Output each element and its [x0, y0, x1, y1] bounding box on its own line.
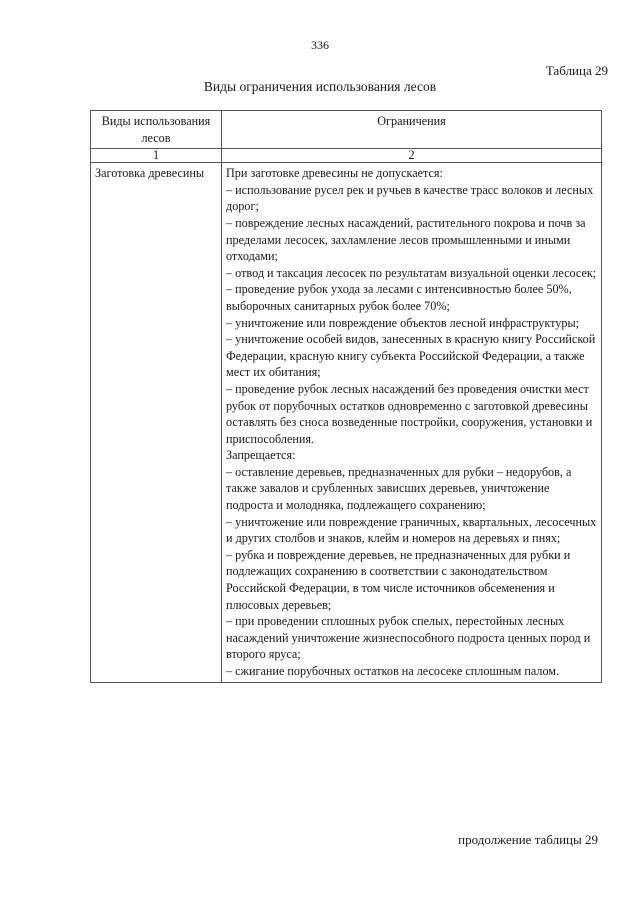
restriction-line: – отвод и таксация лесосек по результатам визуальной оценки лесосек;: [226, 265, 597, 280]
restriction-line: – уничтожение или повреждение граничных, квартальных, лесосечных и других столбов и знаков, клейм и номеров на деревьях и пнях;: [226, 514, 597, 546]
restriction-line: – сжигание порубочных остатков на лесосеке сплошным палом.: [226, 664, 560, 678]
restrictions-cell: [222, 163, 602, 682]
table-continuation-note: продолжение таблицы 29: [458, 832, 598, 847]
restriction-line: – использование русел рек и ручьев в качестве трасс волоков и лесных дорог;: [226, 182, 594, 214]
restriction-line: – проведение рубок лесных насаждений без проведения очистки мест рубок от порубочных остатков одновременно с заготовкой древесины: [226, 381, 589, 413]
page-number: 336: [311, 38, 329, 52]
restriction-line: – при проведении сплошных рубок спелых, перестойных лесных насаждений уничтожение жизнеспособного подроста ценных пород и второго яруса;: [226, 614, 591, 662]
restriction-line: – проведение рубок ухода за лесами с интенсивностью более 50%, выборочных санитарных рубок более 70%;: [226, 282, 572, 313]
restriction-line: Запрещается:: [226, 448, 296, 463]
restriction-line: – рубка и повреждение деревьев, не предназначенных для рубки и подлежащих сохранению в соответствии с законодательством Российской Федерации, в том числе источников обсеменения и плюсовых деревьев;: [226, 547, 571, 612]
table-caption: Таблица 29: [545, 63, 608, 78]
restriction-line: оставлять без сноса возведенные постройки, сооружения, установки и приспособления.: [226, 415, 593, 446]
column-number-1: 1: [91, 149, 222, 163]
table-row: [91, 163, 602, 682]
table-title: Виды ограничения использования лесов: [203, 79, 437, 94]
restrictions-table: [90, 110, 602, 683]
column-number-row: [91, 149, 602, 163]
restriction-line: При заготовке древесины не допускается:: [226, 166, 443, 181]
restriction-line: – уничтожение особей видов, занесенных в красную книгу Российской Федерации, красную книгу субъекта Российской Федерации, а также мест их обитания;: [226, 332, 596, 380]
forest-use-type-cell: Заготовка древесины: [91, 163, 222, 682]
header-forest-use-types: Виды использования лесов: [91, 111, 222, 149]
restriction-line: – оставление деревьев, предназначенных для рубки – недорубов, а также завалов и срубленных зависших деревьев, уничтожение подроста и молодняка, подлежащего сохранению;: [226, 464, 572, 513]
column-number-2: 2: [222, 149, 602, 163]
restriction-line: – повреждение лесных насаждений, растительного покрова и почв за пределами лесосек, захламление лесов промышленными и иными отходами;: [226, 215, 586, 264]
table-header-row: [91, 111, 602, 149]
header-restrictions: Ограничения: [222, 111, 602, 149]
restriction-line: – уничтожение или повреждение объектов лесной инфраструктуры;: [226, 315, 580, 330]
